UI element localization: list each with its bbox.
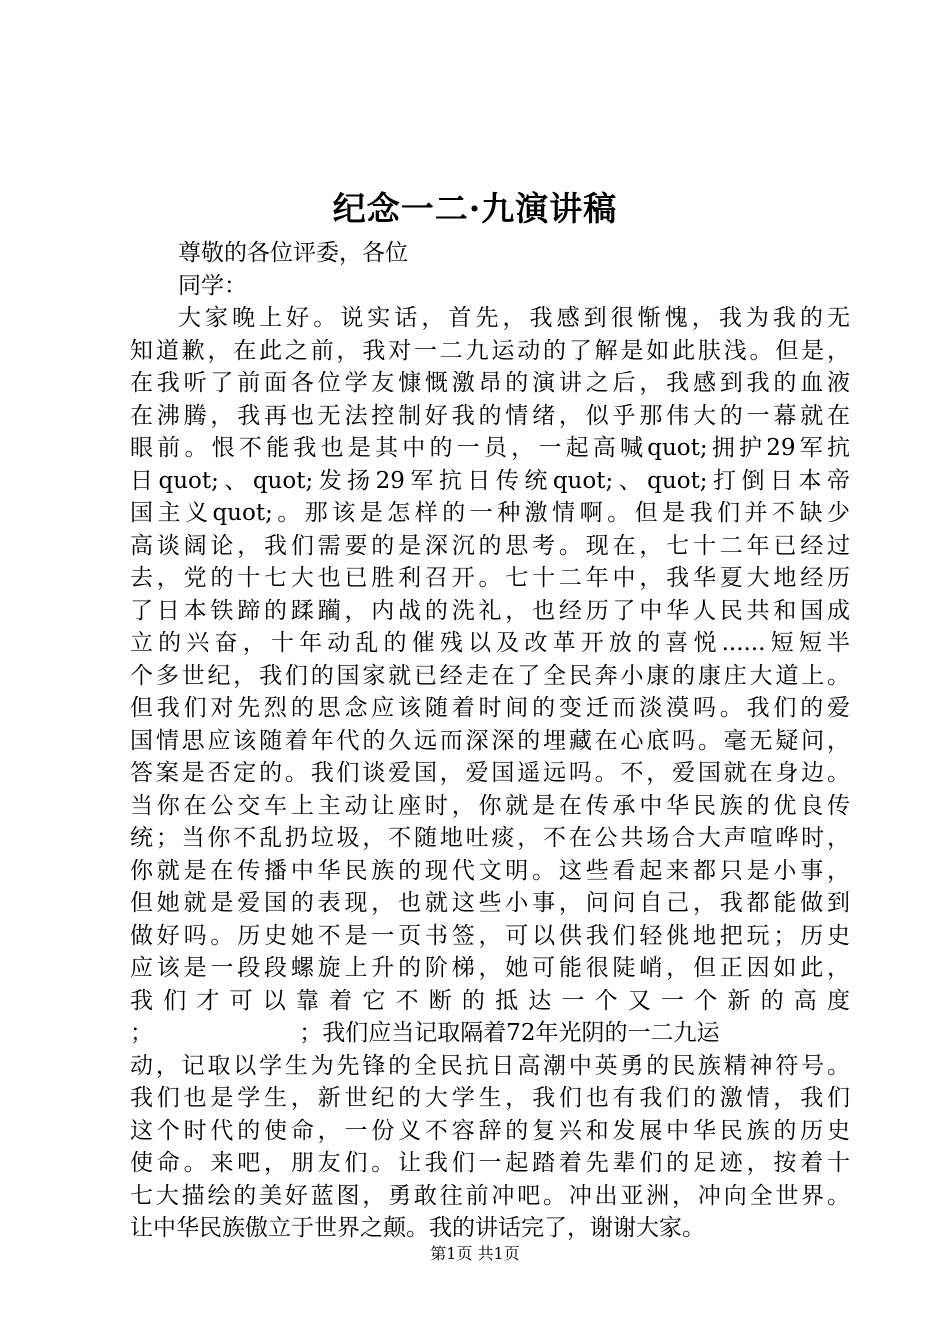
paragraph-line: 知道歉，在此之前，我对一二九运动的了解是如此肤浅。但是， <box>130 337 850 364</box>
paragraph-line: 了日本铁蹄的蹂躏，内战的洗礼，也经历了中华人民共和国成 <box>130 597 850 624</box>
paragraph-line: 你就是在传播中华民族的现代文明。这些看起来都只是小事， <box>130 857 850 884</box>
paragraph-line: 我们也是学生，新世纪的大学生，我们也有我们的激情，我们 <box>130 1085 850 1111</box>
paragraph-line: 做好吗。历史她不是一页书签，可以供我们轻佻地把玩；历史 <box>130 922 850 949</box>
paragraph-line: ； ；我们应当记取隔着72年光阴的一二九运 <box>130 1020 720 1046</box>
paragraph-line: 应该是一段段螺旋上升的阶梯，她可能很陡峭，但正因如此， <box>130 955 850 981</box>
paragraph-line: 日quot;、quot;发扬29军抗日传统quot;、quot;打倒日本帝 <box>130 467 850 494</box>
speech-body <box>130 237 850 1245</box>
paragraph-line: 这个时代的使命，一份义不容辞的复兴和发展中华民族的历史 <box>130 1117 850 1144</box>
paragraph-line: 使命。来吧，朋友们。让我们一起踏着先辈们的足迹，按着十 <box>130 1150 850 1176</box>
paragraph-line: 大家晚上好。说实话，首先，我感到很惭愧，我为我的无 <box>178 305 850 331</box>
document-title: 纪念一二·九演讲稿 <box>332 189 618 228</box>
paragraph-line-last: 让中华民族傲立于世界之颠。我的讲话完了，谢谢大家。 <box>130 1215 705 1241</box>
paragraph-line: 我们才可以靠着它不断的抵达一个又一个新的高度 <box>130 987 850 1014</box>
paragraph-line: 立的兴奋，十年动乱的催残以及改革开放的喜悦......短短半 <box>130 630 850 656</box>
paragraph-line: 统；当你不乱扔垃圾，不随地吐痰，不在公共场合大声喧哗时， <box>130 825 850 851</box>
paragraph-line: 七大描绘的美好蓝图，勇敢往前冲吧。冲出亚洲，冲向全世界。 <box>130 1182 850 1209</box>
paragraph-line: 在沸腾，我再也无法控制好我的情绪，似乎那伟大的一幕就在 <box>130 402 850 429</box>
paragraph-line: 动，记取以学生为先锋的全民抗日高潮中英勇的民族精神符号。 <box>130 1052 850 1079</box>
paragraph-line: 个多世纪，我们的国家就已经走在了全民奔小康的康庄大道上。 <box>130 662 850 689</box>
paragraph-line: 但她就是爱国的表现，也就这些小事，问问自己，我都能做到 <box>130 890 850 916</box>
paragraph-line: 国主义quot;。那该是怎样的一种激情啊。但是我们并不缺少 <box>130 500 850 526</box>
paragraph-line: 在我听了前面各位学友慷慨激昂的演讲之后，我感到我的血液 <box>130 370 850 396</box>
salutation-line-1: 尊敬的各位评委，各位 <box>178 240 408 266</box>
paragraph-line: 眼前。恨不能我也是其中的一员，一起高喊quot;拥护29军抗 <box>130 435 850 461</box>
paragraph-line: 但我们对先烈的思念应该随着时间的变迁而淡漠吗。我们的爱 <box>130 695 850 721</box>
paragraph-line: 去，党的十七大也已胜利召开。七十二年中，我华夏大地经历 <box>130 565 850 591</box>
salutation-line-2: 同学： <box>178 272 247 299</box>
paragraph-line: 国情思应该随着年代的久远而深深的埋藏在心底吗。毫无疑问， <box>130 727 850 754</box>
paragraph-line: 当你在公交车上主动让座时，你就是在传承中华民族的优良传 <box>130 792 850 819</box>
paragraph-line: 高谈阔论，我们需要的是深沉的思考。现在，七十二年已经过 <box>130 532 850 559</box>
page-number: 第1页 共1页 <box>430 1244 520 1263</box>
paragraph-line: 答案是否定的。我们谈爱国，爱国遥远吗。不，爱国就在身边。 <box>130 760 850 786</box>
